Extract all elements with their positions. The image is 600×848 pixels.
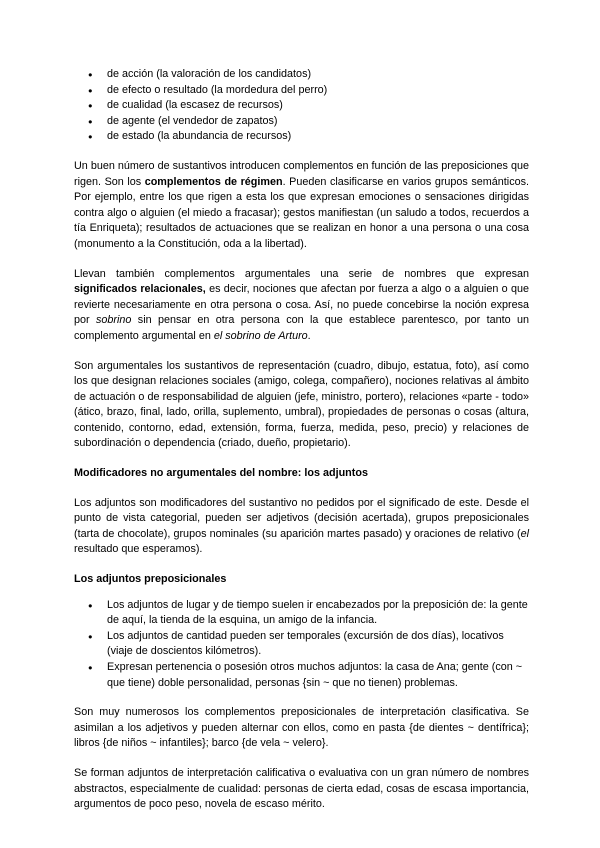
list-item: ● de agente (el vendedor de zapatos) <box>74 114 529 130</box>
section-heading-adjuntos: Modificadores no argumentales del nombre: los adjuntos <box>74 467 368 480</box>
noun-types-list <box>74 67 529 145</box>
list-item: ● Los adjuntos de cantidad pueden ser temporales (excursión de dos días), locativos (viaje de doscientos kilómetros). <box>74 629 529 660</box>
document-body <box>74 67 529 813</box>
section-heading-preposicionales: Los adjuntos preposicionales <box>74 573 227 586</box>
list-item: ● de cualidad (la escasez de recursos) <box>74 98 529 114</box>
paragraph-relacionales: Llevan también complementos argumentales una serie de nombres que expresan significados relacionales, es decir, nociones que afectan por fuerza a algo o a alguien o que revierte necesariamente en otra persona o cosa. Así, no puede concebirse la noción expresa por sobrino sin pensar en otra persona con la que establece parentesco, por tanto un complemento argumental en el sobrino de Arturo. <box>74 267 529 342</box>
list-item: ● Expresan pertenencia o posesión otros muchos adjuntos: la casa de Ana; gente (con ~ que tiene) doble personalidad, personas {sin ~ que no tienen) problemas. <box>74 660 529 691</box>
paragraph-regimen: Un buen número de sustantivos introducen complementos en función de las preposiciones que rigen. Son los complementos de régimen. Pueden clasificarse en varios grupos semánticos. Por ejemplo, entre los que rigen a esta los que expresan emociones o sensaciones dirigidas contra algo o alguien (el miedo a fracasar); gestos manifiestan (un saludo a todos, recuerdos a tía Enriqueta); resultados de actuaciones que se realizan en honor a una persona o una cosa (monumento a la Constitución, oda a la libertad). <box>74 159 529 250</box>
paragraph-argumentales: Son argumentales los sustantivos de representación (cuadro, dibujo, estatua, foto), así como los que designan relaciones sociales (amigo, colega, compañero), nociones relativas al ámbito de actuación o de responsabilidad de alguien (jefe, ministro, portero), relaciones «parte - todo» (ático, brazo, final, lado, orilla, suplemento, umbral), propiedades de personas o cosas (altura, contenido, contorno, edad, extensión, forma, fuerza, medida, peso, precio) y relaciones de subordinación o dependencia (criado, dueño, propietario). <box>74 359 529 450</box>
paragraph-adjuntos: Los adjuntos son modificadores del sustantivo no pedidos por el significado de este. Desde el punto de vista categorial, pueden ser adjetivos (decisión acertada), grupos preposicionales (tarta de chocolate), grupos nominales (su aparición martes pasado) y oraciones de relativo (el resultado que esperamos). <box>74 496 529 556</box>
adjuntos-list <box>74 598 529 692</box>
list-item: ● de acción (la valoración de los candidatos) <box>74 67 529 83</box>
list-item: ● de efecto o resultado (la mordedura del perro) <box>74 83 529 99</box>
list-item: ● Los adjuntos de lugar y de tiempo suelen ir encabezados por la preposición de: la gente de aquí, la tienda de la esquina, un amigo de la infancia. <box>74 598 529 629</box>
list-item: ● de estado (la abundancia de recursos) <box>74 129 529 145</box>
paragraph-clasificativa: Son muy numerosos los complementos preposicionales de interpretación clasificativa. Se asimilan a los adjetivos y pueden alternar con ellos, como en pasta {de dientes ~ dentífrica}; libros {de niños ~ infantiles}; barco {de vela ~ velero}. <box>74 706 529 750</box>
paragraph-calificativa: Se forman adjuntos de interpretación calificativa o evaluativa con un gran número de nombres abstractos, especialmente de cualidad: personas de cierta edad, cosas de escasa importancia, argumentos de poco peso, novela de escaso mérito. <box>74 766 529 811</box>
